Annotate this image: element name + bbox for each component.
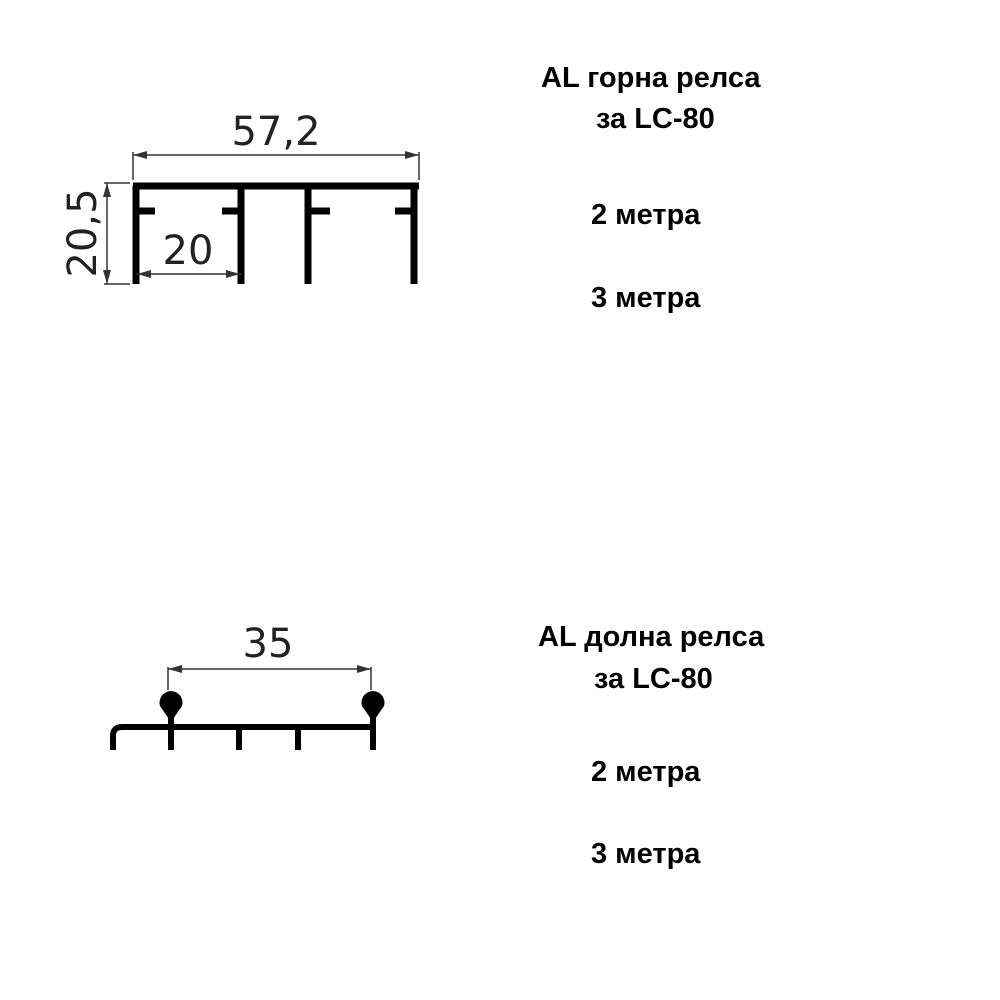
bottom-rail-title-line1: AL долна релса — [538, 621, 765, 653]
top-rail-title-line1: AL горна релса — [541, 62, 761, 94]
top-inner-width-dimension-label: 20 — [162, 228, 214, 274]
top-rail-dimension-lines — [103, 151, 419, 284]
top-rail-title-line2: за LC-80 — [596, 103, 715, 135]
bottom-rail-option-2m: 2 метра — [591, 756, 701, 788]
top-rail-option-3m: 3 метра — [591, 282, 701, 314]
bottom-spacing-dimension-label: 35 — [242, 621, 294, 667]
bottom-rail-dimension-lines — [168, 665, 371, 690]
bottom-rail-option-3m: 3 метра — [591, 838, 701, 870]
top-rail-option-2m: 2 метра — [591, 199, 701, 231]
left-knob — [160, 691, 183, 722]
bottom-rail-knobs — [160, 691, 385, 722]
top-height-dimension-label: 20,5 — [60, 188, 106, 278]
right-knob — [362, 691, 385, 722]
bottom-rail-shape — [113, 700, 373, 750]
bottom-rail-title-line2: за LC-80 — [594, 663, 713, 695]
top-width-dimension-label: 57,2 — [231, 109, 321, 155]
